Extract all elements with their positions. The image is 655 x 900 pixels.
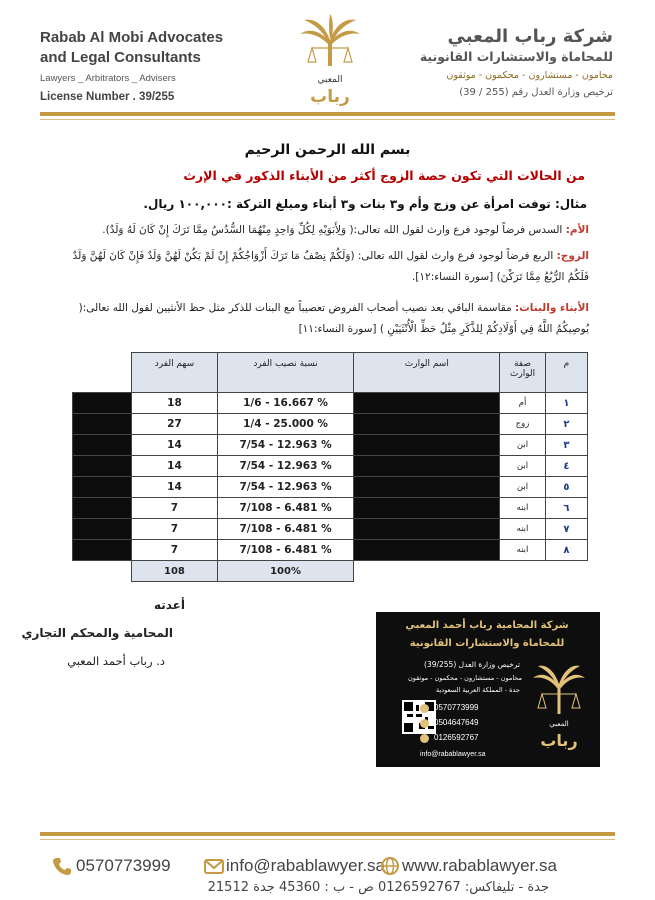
firm-logo (290, 12, 370, 107)
row-share-percent: 1/6 - 16.667 % (217, 393, 354, 414)
mother-label: الأم: (565, 224, 589, 236)
row-relation: ابنه (500, 519, 546, 540)
firm-name-en-line2: and Legal Consultants (40, 49, 201, 66)
basmala: بسم الله الرحمن الرحيم (244, 142, 411, 158)
globe-icon (380, 856, 400, 876)
license-ar: ترخيص وزارة العدل رقم (255 / 39) (459, 87, 613, 98)
row-shares: 7 (132, 540, 217, 561)
mother-text: السدس فرضاً لوجود فرع وارث لقول الله تعالى:( وَلِأَبَوَيْهِ لِكُلِّ وَاحِدٍ مِنْهُمَا السُّدُسُ مِمَّا تَرَكَ إِنْ كَانَ لَهُ وَلَدٌ). (102, 224, 566, 236)
husband-text: الربع فرضاً لوجود فرع وارث لقول الله تعالى: (وَلَكُمْ نِصْفُ مَا تَرَكَ أَزْوَاجُكُمْ إِنْ لَمْ يَكُنْ لَهُنَّ وَلَدٌ فَإِنْ كَانَ لَهُنَّ وَلَدٌ فَلَكُمُ الرُّبُعُ مِمَّا تَرَكْنَ) [سورة النساء:١٢]. (72, 250, 589, 283)
phone-icon (420, 734, 429, 743)
business-card (376, 612, 600, 767)
header-english (40, 28, 270, 103)
redacted-heir-name (354, 393, 500, 414)
header-blank (73, 353, 132, 393)
header-arabic (373, 26, 613, 98)
card-license: ترخيص وزارة العدل (39/255) (424, 660, 520, 669)
row-share-percent: 7/54 - 12.963 % (217, 456, 354, 477)
header-num: م (545, 353, 587, 393)
row-shares: 7 (132, 519, 217, 540)
table-row (73, 498, 588, 519)
row-relation: ابنه (500, 540, 546, 561)
husband-paragraph (59, 246, 589, 288)
table-row (73, 540, 588, 561)
card-license-no: (39/255) (424, 660, 457, 669)
roles-ar: محامون - مستشارون - محكمون - موثقون (446, 70, 613, 81)
table-row (73, 456, 588, 477)
table-total-row (73, 561, 588, 582)
redacted-heir-name (354, 414, 500, 435)
row-shares: 14 (132, 456, 217, 477)
footer-website[interactable]: www.rabablawyer.sa (402, 856, 557, 875)
whatsapp-icon (420, 704, 429, 713)
signatory-title: المحامية والمحكم التجاري (21, 626, 173, 640)
row-shares: 14 (132, 477, 217, 498)
footer-email[interactable]: info@rabablawyer.sa (226, 856, 386, 875)
row-share-percent: 7/108 - 6.481 % (217, 498, 354, 519)
row-relation: ابن (500, 435, 546, 456)
inheritance-table (72, 352, 588, 582)
roles-en: Lawyers _ Arbitrators _ Advisers (40, 73, 176, 84)
svg-text:رباب: رباب (540, 731, 578, 750)
row-relation: ابن (500, 456, 546, 477)
redacted-cell (73, 435, 132, 456)
redacted-cell (73, 393, 132, 414)
redacted-cell (73, 540, 132, 561)
husband-label: الزوج: (556, 250, 589, 262)
card-phone-1: 0570773999 (434, 703, 479, 712)
row-share-percent: 7/108 - 6.481 % (217, 519, 354, 540)
firm-name-ar-line2: للمحاماة والاستشارات القانونية (419, 49, 613, 64)
card-roles: محامون - مستشارون - محكمون - موثقون (407, 674, 522, 682)
children-text: مقاسمة الباقي بعد نصيب أصحاب الفروض تعصيباً مع البنات للذكر مثل حظ الأنثيين لقول الله تعالى:( يُوصِيكُمُ اللَّهُ فِي أَوْلَادِكُمْ لِلذَّكَرِ مِثْلُ حَظِّ الْأُنْثَيَيْنِ ) [سورة النساء:١١] (78, 302, 589, 335)
row-shares: 27 (132, 414, 217, 435)
row-number: ١ (545, 393, 587, 414)
qr-code-icon (402, 700, 436, 734)
card-email: info@rabablawyer.sa (420, 751, 486, 758)
card-title-2: للمحاماة والاستشارات القانونية (409, 638, 565, 649)
row-number: ٨ (545, 540, 587, 561)
card-phone-2: 0504647649 (434, 718, 479, 727)
redacted-cell (73, 456, 132, 477)
header-relation: صفة الوارث (500, 353, 546, 393)
header-divider (40, 112, 615, 116)
header-shares: سهم الفرد (132, 353, 217, 393)
document-subtitle: من الحالات التي تكون حصة الزوج أكثر من الأبناء الذكور في الإرث (183, 168, 585, 183)
redacted-cell (73, 414, 132, 435)
table-row (73, 435, 588, 456)
row-number: ٤ (545, 456, 587, 477)
row-relation: أم (500, 393, 546, 414)
row-number: ٢ (545, 414, 587, 435)
row-shares: 14 (132, 435, 217, 456)
table-row (73, 414, 588, 435)
email-icon (204, 856, 224, 876)
svg-text:المعبي: المعبي (549, 720, 569, 728)
whatsapp-icon (420, 719, 429, 728)
total-share-percent: 100% (217, 561, 354, 582)
children-label: الأبناء والبنات: (515, 302, 589, 314)
card-phone-3: 0126592767 (434, 733, 479, 742)
svg-text:المعبي: المعبي (317, 75, 343, 85)
table-header-row (73, 353, 588, 393)
header-share-percent: نسبة نصيب الفرد (217, 353, 354, 393)
row-share-percent: 7/54 - 12.963 % (217, 477, 354, 498)
row-relation: ابن (500, 477, 546, 498)
phone-icon (52, 856, 72, 876)
redacted-heir-name (354, 456, 500, 477)
card-title-1: شركة المحامية رباب أحمد المعبي (405, 620, 569, 631)
redacted-cell (73, 477, 132, 498)
prepared-by: أعدته (153, 598, 185, 612)
signatory-name: د. رباب أحمد المعبي (67, 654, 165, 668)
table-row (73, 477, 588, 498)
header-heir-name: اسم الوارث (354, 353, 500, 393)
firm-name-ar-line1: شركة رباب المعبي (447, 26, 613, 47)
footer-phone[interactable]: 0570773999 (76, 856, 171, 875)
row-share-percent: 7/54 - 12.963 % (217, 435, 354, 456)
card-logo (528, 658, 590, 750)
redacted-heir-name (354, 477, 500, 498)
footer-divider-thin (40, 839, 615, 840)
redacted-heir-name (354, 519, 500, 540)
firm-name-en-line1: Rabab Al Mobi Advocates (40, 29, 224, 46)
redacted-cell (73, 498, 132, 519)
row-share-percent: 7/108 - 6.481 % (217, 540, 354, 561)
row-relation: زوج (500, 414, 546, 435)
row-share-percent: 1/4 - 25.000 % (217, 414, 354, 435)
footer-divider (40, 832, 615, 836)
table-row (73, 519, 588, 540)
row-number: ٧ (545, 519, 587, 540)
example-statement: مثال: توفت امرأة عن وزج وأم و٣ بنات و٣ أبناء ومبلغ التركة :١٠٠,٠٠٠ ريال. (143, 197, 587, 211)
row-number: ٣ (545, 435, 587, 456)
svg-text:رباب: رباب (310, 87, 350, 107)
children-paragraph (59, 298, 589, 340)
redacted-heir-name (354, 435, 500, 456)
total-shares: 108 (132, 561, 217, 582)
row-number: ٥ (545, 477, 587, 498)
redacted-cell (73, 519, 132, 540)
redacted-heir-name (354, 498, 500, 519)
table-row (73, 393, 588, 414)
row-shares: 18 (132, 393, 217, 414)
header-divider-thin (40, 119, 615, 120)
row-number: ٦ (545, 498, 587, 519)
footer-address: جدة - تليفاكس: 0126592767 ص - ب : 45360 جدة 21512 (207, 880, 549, 895)
row-shares: 7 (132, 498, 217, 519)
license-en: License Number . 39/255 (40, 91, 175, 103)
card-location: جدة - المملكة العربية السعودية (435, 686, 520, 694)
redacted-heir-name (354, 540, 500, 561)
row-relation: ابنه (500, 498, 546, 519)
mother-paragraph (59, 220, 589, 241)
